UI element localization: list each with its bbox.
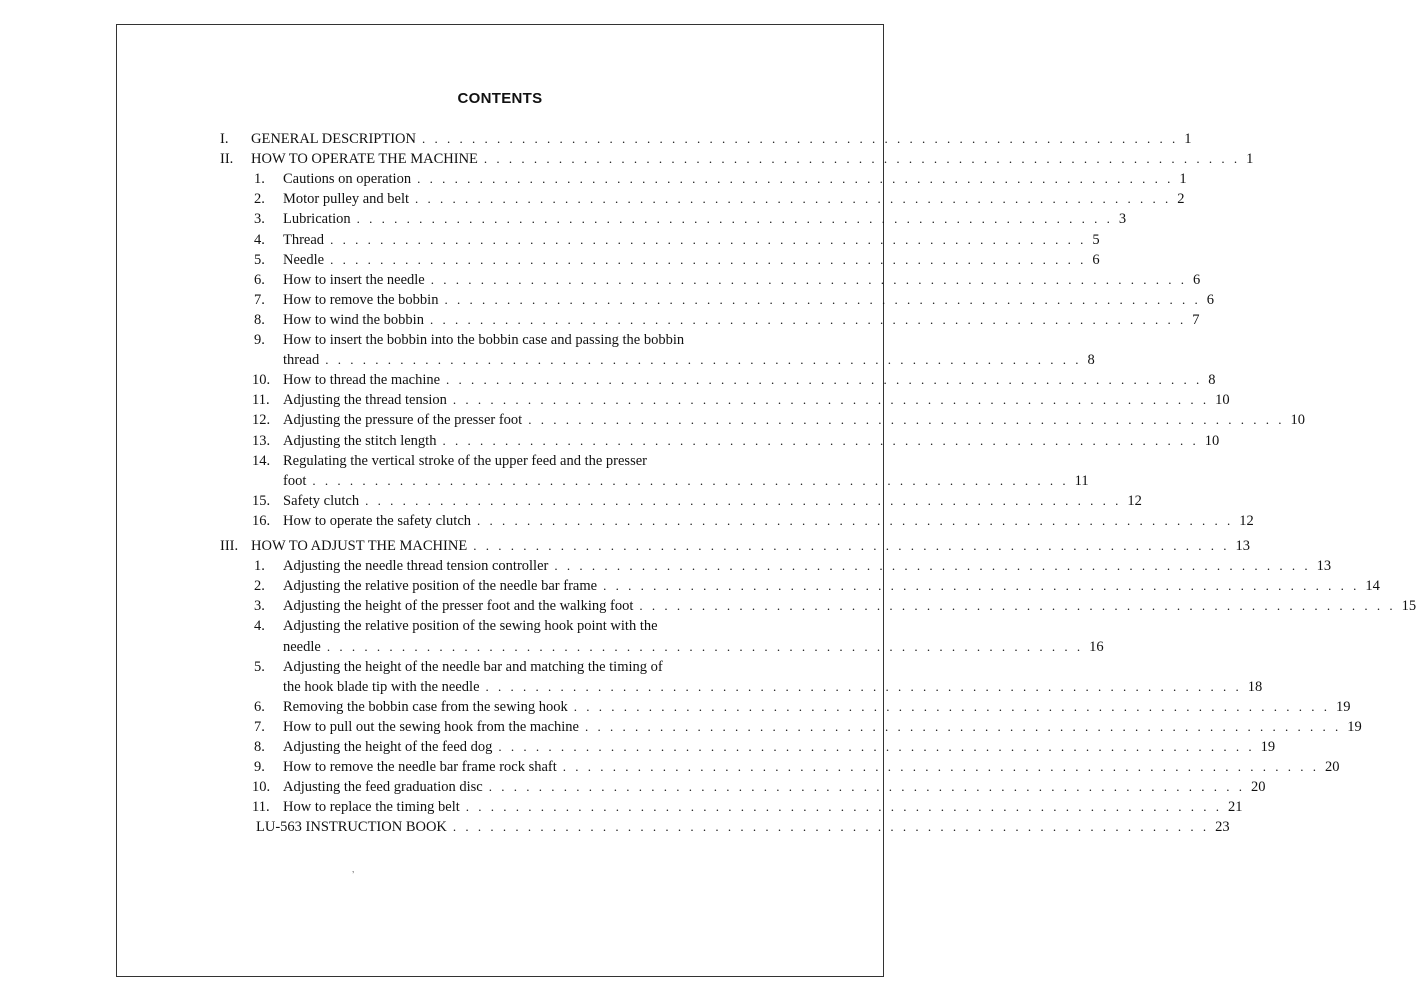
dot-leader: . . . . . . . . . . . . . . . . . . . . . . . . . . . . . . . . . . . . . . . . . . . . . . . . . . . . . . . . . . . . . [485, 678, 1242, 694]
page-number: 19 [1335, 698, 1351, 715]
dot-leader: . . . . . . . . . . . . . . . . . . . . . . . . . . . . . . . . . . . . . . . . . . . . . . . . . . . . . . . . . . . . . [330, 231, 1087, 247]
entry-label: Adjusting the needle thread tension controller [283, 558, 549, 575]
entry-label: needle [283, 638, 321, 655]
page-number: 18 [1247, 678, 1263, 695]
entry-label: HOW TO OPERATE THE MACHINE [251, 151, 478, 168]
entry-label: How to remove the bobbin [283, 291, 439, 308]
page-number: 19 [1347, 718, 1362, 735]
dot-leader: . . . . . . . . . . . . . . . . . . . . . . . . . . . . . . . . . . . . . . . . . . . . . . . . . . . . . . . . . . . . . [442, 432, 1199, 448]
page-number: 14 [1365, 578, 1380, 595]
dot-leader: . . . . . . . . . . . . . . . . . . . . . . . . . . . . . . . . . . . . . . . . . . . . . . . . . . . . . . . . . . . . . [562, 759, 1320, 775]
entry-number: 4. [254, 618, 265, 635]
entry-number: 6. [254, 271, 265, 288]
entry-number: 5. [254, 251, 265, 268]
page-number: 21 [1228, 799, 1243, 816]
entry-number: 2. [254, 191, 265, 208]
toc-item-continuation [283, 638, 1104, 659]
page-title: CONTENTS [457, 90, 543, 107]
entry-number: 15. [252, 492, 271, 509]
dot-leader: . . . . . . . . . . . . . . . . . . . . . . . . . . . . . . . . . . . . . . . . . . . . . . . . . . . . . . . . . . . . . [528, 412, 1285, 428]
page-number: 23 [1215, 819, 1230, 836]
dot-leader: . . . . . . . . . . . . . . . . . . . . . . . . . . . . . . . . . . . . . . . . . . . . . . . . . . . . . . . . . . . . . [477, 512, 1234, 528]
footer-entry [256, 819, 1230, 839]
dot-leader: . . . . . . . . . . . . . . . . . . . . . . . . . . . . . . . . . . . . . . . . . . . . . . . . . . . . . . . . . . . . . [452, 392, 1210, 408]
dot-leader: . . . . . . . . . . . . . . . . . . . . . . . . . . . . . . . . . . . . . . . . . . . . . . . . . . . . . . . . . . . . . [483, 151, 1241, 167]
dot-leader: . . . . . . . . . . . . . . . . . . . . . . . . . . . . . . . . . . . . . . . . . . . . . . . . . . . . . . . . . . . . . [429, 311, 1187, 327]
toc-item [283, 512, 1254, 533]
dot-leader: . . . . . . . . . . . . . . . . . . . . . . . . . . . . . . . . . . . . . . . . . . . . . . . . . . . . . . . . . . . . . [422, 131, 1179, 146]
page-number: 12 [1239, 512, 1254, 529]
toc-item [283, 271, 1201, 292]
page-number: 20 [1250, 779, 1266, 796]
dot-leader: . . . . . . . . . . . . . . . . . . . . . . . . . . . . . . . . . . . . . . . . . . . . . . . . . . . . . . . . . . . . . [473, 538, 1230, 553]
entry-label: Motor pulley and belt [283, 191, 410, 208]
entry-label: the hook blade tip with the needle [283, 678, 480, 695]
entry-number: 7. [254, 718, 265, 735]
entry-label: HOW TO ADJUST THE MACHINE [251, 538, 468, 554]
page-number: 16 [1089, 638, 1104, 655]
page-number: 12 [1127, 492, 1142, 509]
toc-item [283, 412, 1305, 432]
entry-label: LU-563 INSTRUCTION BOOK [256, 819, 447, 836]
entry-number: 3. [254, 598, 265, 615]
dot-leader: . . . . . . . . . . . . . . . . . . . . . . . . . . . . . . . . . . . . . . . . . . . . . . . . . . . . . . . . . . . . . [417, 171, 1174, 187]
entry-label: Adjusting the relative position of the needle bar frame [283, 578, 598, 595]
entry-label: Adjusting the pressure of the presser foot [283, 412, 523, 429]
dot-leader: . . . . . . . . . . . . . . . . . . . . . . . . . . . . . . . . . . . . . . . . . . . . . . . . . . . . . . . . . . . . . [312, 472, 1069, 488]
entry-label: Adjusting the thread tension [283, 392, 447, 409]
page-number: 1 [1184, 131, 1192, 147]
toc-item [283, 598, 1416, 618]
entry-label: Adjusting the feed graduation disc [283, 779, 483, 796]
page-number: 20 [1325, 759, 1340, 776]
entry-number: 10. [252, 372, 271, 389]
section-heading [251, 538, 1250, 558]
scan-mark: ’ [352, 870, 355, 881]
toc-item [283, 311, 1200, 332]
entry-label: Regulating the vertical stroke of the upper feed and the presser [283, 452, 647, 469]
dot-leader: . . . . . . . . . . . . . . . . . . . . . . . . . . . . . . . . . . . . . . . . . . . . . . . . . . . . . . . . . . . . . [325, 352, 1082, 368]
dot-leader: . . . . . . . . . . . . . . . . . . . . . . . . . . . . . . . . . . . . . . . . . . . . . . . . . . . . . . . . . . . . . [573, 698, 1330, 714]
entry-number: 6. [254, 698, 265, 715]
page-number: 15 [1401, 598, 1416, 615]
dot-leader: . . . . . . . . . . . . . . . . . . . . . . . . . . . . . . . . . . . . . . . . . . . . . . . . . . . . . . . . . . . . . [356, 211, 1113, 227]
toc-item-continuation [283, 678, 1263, 699]
dot-leader: . . . . . . . . . . . . . . . . . . . . . . . . . . . . . . . . . . . . . . . . . . . . . . . . . . . . . . . . . . . . . [326, 638, 1084, 654]
page-number: 7 [1192, 311, 1200, 328]
toc-item [283, 492, 1142, 513]
entry-number: 8. [254, 739, 265, 755]
entry-label: Thread [283, 231, 325, 248]
dot-leader: . . . . . . . . . . . . . . . . . . . . . . . . . . . . . . . . . . . . . . . . . . . . . . . . . . . . . . . . . . . . . [498, 739, 1255, 754]
entry-number: 9. [254, 332, 265, 348]
page-number: 13 [1316, 558, 1332, 575]
entry-label: How to wind the bobbin [283, 311, 424, 328]
toc-item [283, 558, 1332, 578]
dot-leader: . . . . . . . . . . . . . . . . . . . . . . . . . . . . . . . . . . . . . . . . . . . . . . . . . . . . . . . . . . . . . [330, 251, 1087, 267]
dot-leader: . . . . . . . . . . . . . . . . . . . . . . . . . . . . . . . . . . . . . . . . . . . . . . . . . . . . . . . . . . . . . [554, 558, 1311, 574]
toc-item-continuation [283, 472, 1089, 493]
entry-number: 3. [254, 211, 265, 228]
entry-label: Adjusting the height of the needle bar and matching the timing of [283, 658, 663, 675]
toc-item [283, 779, 1266, 799]
entry-number: 11. [252, 799, 270, 816]
page-number: 6 [1206, 291, 1214, 308]
entry-number: 1. [254, 171, 265, 188]
entry-number: 14. [252, 452, 271, 469]
entry-label: Lubrication [283, 211, 351, 228]
page-number: 8 [1087, 352, 1095, 369]
entry-label: How to thread the machine [283, 372, 441, 389]
toc-item [283, 171, 1187, 191]
dot-leader: . . . . . . . . . . . . . . . . . . . . . . . . . . . . . . . . . . . . . . . . . . . . . . . . . . . . . . . . . . . . . [585, 718, 1342, 734]
entry-number: 16. [252, 512, 271, 529]
entry-label: foot [283, 472, 307, 489]
toc-item [283, 799, 1243, 819]
toc-item [283, 211, 1127, 231]
entry-label: Adjusting the height of the feed dog [283, 739, 493, 755]
toc-item [283, 739, 1276, 759]
toc-item [283, 718, 1362, 739]
entry-label: How to insert the needle [283, 271, 425, 288]
page-number: 11 [1074, 472, 1089, 489]
toc-item [283, 659, 778, 679]
entry-label: How to insert the bobbin into the bobbin case and passing the bobbin [283, 332, 685, 348]
page-number: 19 [1260, 739, 1276, 755]
section-heading [251, 151, 1254, 171]
page-number: 13 [1235, 538, 1250, 554]
toc-item [283, 432, 1220, 453]
entry-label: Cautions on operation [283, 171, 412, 188]
entry-number: I. [220, 131, 229, 147]
entry-number: III. [220, 538, 239, 554]
section-heading [251, 131, 1192, 151]
entry-label: Removing the bobbin case from the sewing hook [283, 698, 568, 715]
entry-label: Adjusting the stitch length [283, 432, 437, 449]
page-number: 10 [1204, 432, 1220, 449]
page-number: 1 [1179, 171, 1187, 188]
toc-item [283, 291, 1214, 312]
entry-number: II. [220, 151, 234, 168]
dot-leader: . . . . . . . . . . . . . . . . . . . . . . . . . . . . . . . . . . . . . . . . . . . . . . . . . . . . . . . . . . . . . [465, 799, 1223, 815]
page-number: 10 [1215, 392, 1230, 409]
page-number: 3 [1118, 211, 1127, 228]
toc-item [283, 698, 1351, 719]
entry-label: Adjusting the height of the presser foot and the walking foot [283, 598, 634, 615]
dot-leader: . . . . . . . . . . . . . . . . . . . . . . . . . . . . . . . . . . . . . . . . . . . . . . . . . . . . . . . . . . . . . [452, 819, 1210, 835]
entry-label: Safety clutch [283, 492, 360, 509]
dot-leader: . . . . . . . . . . . . . . . . . . . . . . . . . . . . . . . . . . . . . . . . . . . . . . . . . . . . . . . . . . . . . [415, 191, 1172, 207]
entry-number: 5. [254, 658, 265, 675]
entry-label: Needle [283, 251, 325, 268]
entry-number: 8. [254, 311, 265, 328]
toc-item [283, 392, 1230, 412]
dot-leader: . . . . . . . . . . . . . . . . . . . . . . . . . . . . . . . . . . . . . . . . . . . . . . . . . . . . . . . . . . . . . [446, 372, 1203, 388]
entry-label: How to remove the needle bar frame rock shaft [283, 759, 557, 776]
entry-number: 9. [254, 759, 265, 776]
page-number: 10 [1290, 412, 1305, 429]
dot-leader: . . . . . . . . . . . . . . . . . . . . . . . . . . . . . . . . . . . . . . . . . . . . . . . . . . . . . . . . . . . . . [603, 578, 1360, 594]
toc-item [283, 453, 778, 473]
page-number: 6 [1092, 251, 1100, 268]
toc-item [283, 759, 1340, 779]
dot-leader: . . . . . . . . . . . . . . . . . . . . . . . . . . . . . . . . . . . . . . . . . . . . . . . . . . . . . . . . . . . . . [430, 271, 1187, 287]
page-number: 1 [1246, 151, 1254, 168]
dot-leader: . . . . . . . . . . . . . . . . . . . . . . . . . . . . . . . . . . . . . . . . . . . . . . . . . . . . . . . . . . . . . [488, 779, 1245, 795]
page-number: 2 [1177, 191, 1185, 208]
toc-item [283, 332, 778, 352]
toc-item [283, 372, 1216, 392]
entry-number: 13. [252, 432, 271, 449]
page-number: 6 [1193, 271, 1201, 288]
page-number: 8 [1208, 372, 1216, 389]
entry-number: 7. [254, 291, 265, 308]
toc-item [283, 578, 1380, 598]
toc-item [283, 251, 1100, 272]
entry-label: Adjusting the relative position of the sewing hook point with the [283, 618, 658, 635]
toc-item [283, 231, 1100, 252]
dot-leader: . . . . . . . . . . . . . . . . . . . . . . . . . . . . . . . . . . . . . . . . . . . . . . . . . . . . . . . . . . . . . [444, 291, 1201, 307]
entry-number: 11. [252, 392, 270, 409]
entry-number: 4. [254, 231, 265, 248]
toc-item [283, 191, 1185, 211]
entry-number: 1. [254, 558, 265, 575]
entry-number: 12. [252, 412, 271, 429]
dot-leader: . . . . . . . . . . . . . . . . . . . . . . . . . . . . . . . . . . . . . . . . . . . . . . . . . . . . . . . . . . . . . [365, 492, 1122, 508]
entry-label: How to pull out the sewing hook from the machine [283, 718, 579, 735]
entry-label: How to replace the timing belt [283, 799, 460, 816]
entry-label: thread [283, 352, 320, 369]
entry-number: 2. [254, 578, 265, 595]
page-number: 5 [1092, 231, 1100, 248]
toc-item [283, 618, 778, 638]
entry-label: How to operate the safety clutch [283, 512, 472, 529]
entry-label: GENERAL DESCRIPTION [251, 131, 417, 147]
dot-leader: . . . . . . . . . . . . . . . . . . . . . . . . . . . . . . . . . . . . . . . . . . . . . . . . . . . . . . . . . . . . . [639, 598, 1396, 614]
toc-item-continuation [283, 352, 1095, 372]
entry-number: 10. [252, 779, 271, 796]
